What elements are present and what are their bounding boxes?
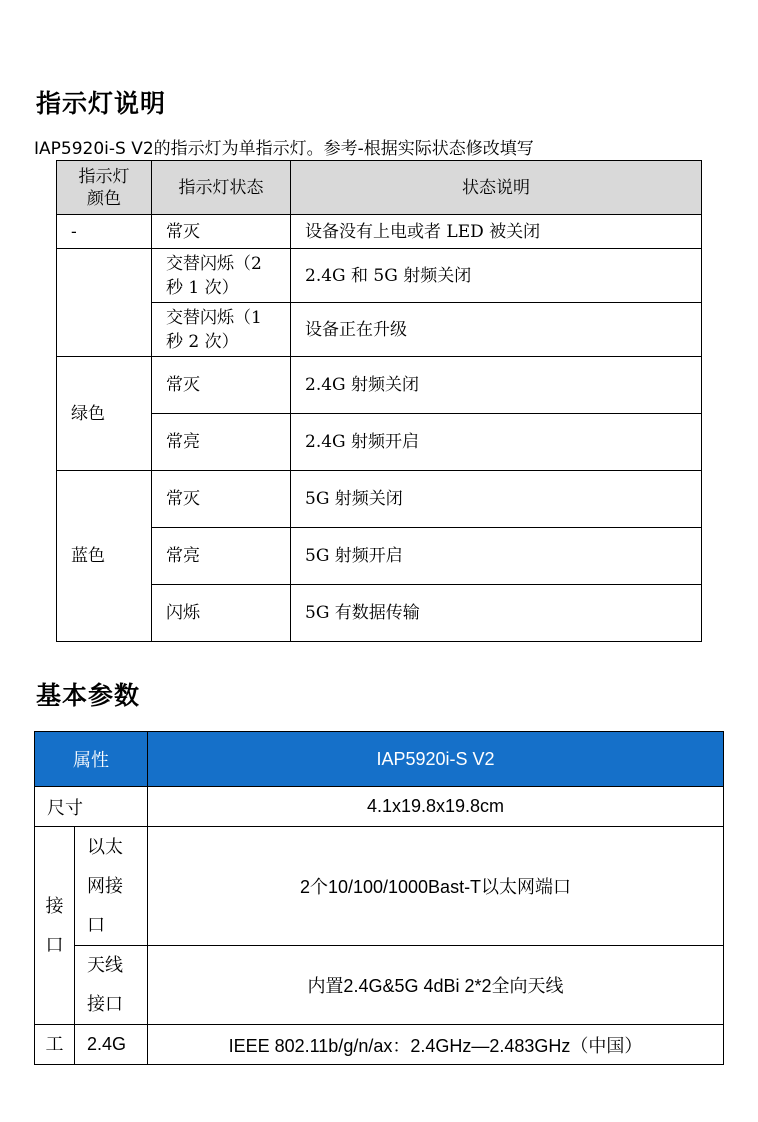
- header-cell-color: 指示灯 颜色: [57, 161, 152, 215]
- cell-desc: 设备没有上电或者 LED 被关闭: [291, 215, 702, 249]
- table-row: [57, 357, 702, 414]
- params-table: [34, 731, 724, 1065]
- cell-desc: 设备正在升级: [291, 303, 702, 357]
- table-header-row: [57, 161, 702, 215]
- table-row: [57, 414, 702, 471]
- cell-color: 蓝色: [57, 471, 152, 642]
- cell-state: 交替闪烁（2 秒 1 次）: [152, 249, 291, 303]
- antenna-value: 内置2.4G&5G 4dBi 2*2全向天线: [148, 946, 724, 1025]
- cell-desc: 2.4G 和 5G 射频关闭: [291, 249, 702, 303]
- interface-group-label: 接 口: [35, 827, 75, 1025]
- table-row: [57, 585, 702, 642]
- cell-state: 常灭: [152, 357, 291, 414]
- cell-state: 常灭: [152, 215, 291, 249]
- table-row: [57, 249, 702, 303]
- size-label: 尺寸: [35, 787, 148, 827]
- table-row: [57, 303, 702, 357]
- cell-state: 常亮: [152, 528, 291, 585]
- table-row: [57, 528, 702, 585]
- antenna-label: 天线 接口: [75, 946, 148, 1025]
- cell-desc: 5G 射频开启: [291, 528, 702, 585]
- header-cell-desc: 状态说明: [291, 161, 702, 215]
- cell-state: 常灭: [152, 471, 291, 528]
- table-row: [35, 787, 724, 827]
- intro-text: IAP5920i-S V2的指示灯为单指示灯。参考-根据实际状态修改填写: [34, 139, 534, 159]
- band-label: 2.4G: [75, 1025, 148, 1065]
- cell-desc: 5G 射频关闭: [291, 471, 702, 528]
- ethernet-value: 2个10/100/1000Bast-T以太网端口: [148, 827, 724, 946]
- section-title-params: 基本参数: [36, 681, 141, 710]
- table-header-row: [35, 732, 724, 787]
- cell-color: 绿色: [57, 357, 152, 471]
- cell-state: 常亮: [152, 414, 291, 471]
- header-cell-state: 指示灯状态: [152, 161, 291, 215]
- header-cell-model: IAP5920i-S V2: [148, 732, 724, 787]
- ethernet-label: 以太 网接 口: [75, 827, 148, 946]
- section-title-indicator: 指示灯说明: [36, 89, 167, 118]
- cell-color: [57, 249, 152, 357]
- table-row: [57, 215, 702, 249]
- table-row: [57, 471, 702, 528]
- band-value: IEEE 802.11b/g/n/ax：2.4GHz—2.483GHz（中国）: [148, 1025, 724, 1065]
- header-cell-attr: 属性: [35, 732, 148, 787]
- cell-desc: 2.4G 射频关闭: [291, 357, 702, 414]
- cell-state: 闪烁: [152, 585, 291, 642]
- table-row: [35, 827, 724, 946]
- size-value: 4.1x19.8x19.8cm: [148, 787, 724, 827]
- table-row: [35, 1025, 724, 1065]
- work-group-label: 工: [35, 1025, 75, 1065]
- cell-desc: 2.4G 射频开启: [291, 414, 702, 471]
- cell-state: 交替闪烁（1 秒 2 次）: [152, 303, 291, 357]
- cell-color: -: [57, 215, 152, 249]
- table-row: [35, 946, 724, 1025]
- indicator-table: [56, 160, 702, 642]
- cell-desc: 5G 有数据传输: [291, 585, 702, 642]
